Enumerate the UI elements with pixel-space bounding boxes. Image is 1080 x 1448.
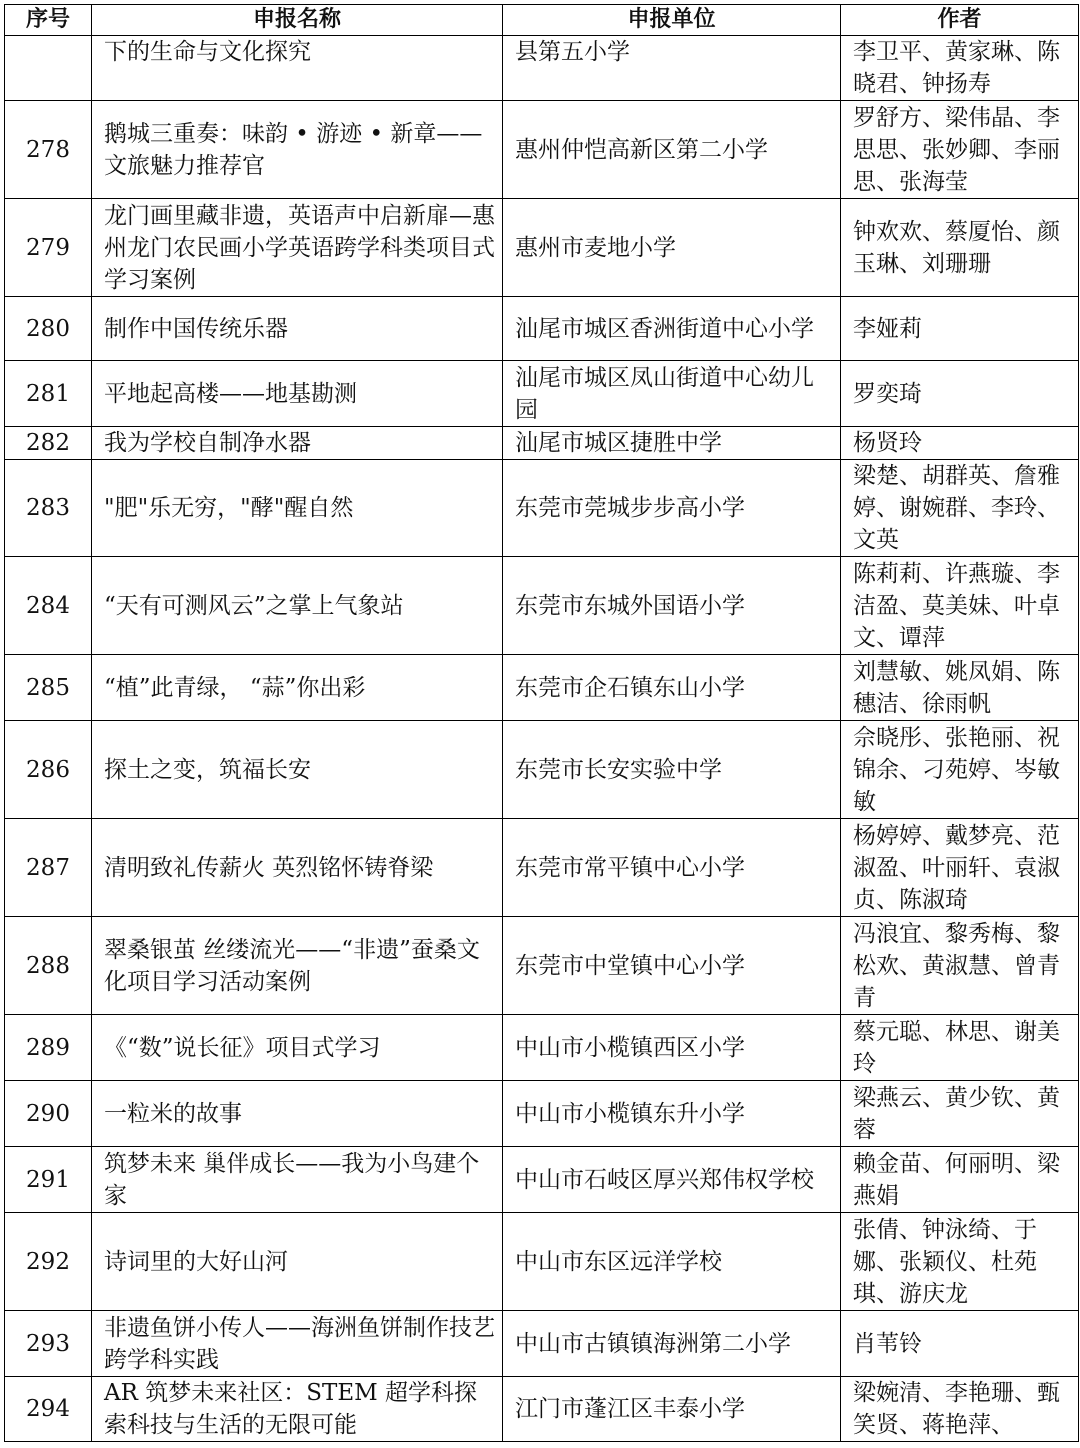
applicant-unit: 惠州仲恺高新区第二小学 — [503, 101, 841, 199]
project-name: 翠桑银茧 丝缕流光——“非遗”蚕桑文化项目学习活动案例 — [92, 917, 503, 1015]
authors: 钟欢欢、蔡厦怡、颜玉琳、刘珊珊 — [841, 199, 1079, 297]
project-name: “天有可测风云”之掌上气象站 — [92, 557, 503, 655]
table-row — [5, 1377, 1079, 1442]
header-row — [5, 5, 1079, 36]
authors: 佘晓彤、张艳丽、祝锦余、刁苑婷、岑敏敏 — [841, 721, 1079, 819]
authors: 杨贤玲 — [841, 427, 1079, 460]
authors: 罗舒方、梁伟晶、李思思、张妙卿、李丽思、张海莹 — [841, 101, 1079, 199]
row-number: 288 — [5, 917, 92, 1015]
project-name: 平地起高楼——地基勘测 — [92, 361, 503, 427]
row-number: 280 — [5, 297, 92, 361]
applicant-unit: 中山市古镇镇海洲第二小学 — [503, 1311, 841, 1377]
row-number: 287 — [5, 819, 92, 917]
authors: 李娅莉 — [841, 297, 1079, 361]
table-row — [5, 101, 1079, 199]
project-name: 筑梦未来 巢伴成长——我为小鸟建个家 — [92, 1147, 503, 1213]
award-list-table — [4, 4, 1079, 1442]
applicant-unit: 东莞市中堂镇中心小学 — [503, 917, 841, 1015]
table-row — [5, 1311, 1079, 1377]
authors: 赖金苗、何丽明、梁燕娟 — [841, 1147, 1079, 1213]
authors: 李卫平、黄家琳、陈晓君、钟扬寿 — [841, 36, 1079, 101]
table-row — [5, 917, 1079, 1015]
table-row — [5, 655, 1079, 721]
table-row — [5, 199, 1079, 297]
row-number: 293 — [5, 1311, 92, 1377]
row-number: 286 — [5, 721, 92, 819]
table-header — [5, 5, 1079, 36]
applicant-unit: 汕尾市城区捷胜中学 — [503, 427, 841, 460]
authors: 梁燕云、黄少钦、黄蓉 — [841, 1081, 1079, 1147]
table-body — [5, 36, 1079, 1442]
table-row — [5, 819, 1079, 917]
project-name: 鹅城三重奏：味韵 • 游迹 • 新章——文旅魅力推荐官 — [92, 101, 503, 199]
table-row — [5, 721, 1079, 819]
applicant-unit: 汕尾市城区香洲街道中心小学 — [503, 297, 841, 361]
authors: 杨婷婷、戴梦亮、范淑盈、叶丽轩、袁淑贞、陈淑琦 — [841, 819, 1079, 917]
project-name: 龙门画里藏非遗，英语声中启新扉—惠州龙门农民画小学英语跨学科类项目式学习案例 — [92, 199, 503, 297]
project-name: "肥"乐无穷，"酵"醒自然 — [92, 460, 503, 557]
authors: 张倩、钟泳绮、于娜、张颖仪、杜苑琪、游庆龙 — [841, 1213, 1079, 1311]
applicant-unit: 中山市东区远洋学校 — [503, 1213, 841, 1311]
row-number — [5, 36, 92, 101]
row-number: 290 — [5, 1081, 92, 1147]
applicant-unit: 东莞市莞城步步高小学 — [503, 460, 841, 557]
table-row — [5, 1081, 1079, 1147]
table-row — [5, 1213, 1079, 1311]
row-number: 289 — [5, 1015, 92, 1081]
authors: 罗奕琦 — [841, 361, 1079, 427]
applicant-unit: 中山市小榄镇东升小学 — [503, 1081, 841, 1147]
project-name: AR 筑梦未来社区：STEM 超学科探索科技与生活的无限可能 — [92, 1377, 503, 1442]
authors: 蔡元聪、林思、谢美玲 — [841, 1015, 1079, 1081]
authors: 刘慧敏、姚凤娟、陈穗洁、徐雨帆 — [841, 655, 1079, 721]
applicant-unit: 江门市蓬江区丰泰小学 — [503, 1377, 841, 1442]
applicant-unit: 东莞市长安实验中学 — [503, 721, 841, 819]
project-name: 一粒米的故事 — [92, 1081, 503, 1147]
table-row — [5, 557, 1079, 655]
row-number: 285 — [5, 655, 92, 721]
project-name: 非遗鱼饼小传人——海洲鱼饼制作技艺跨学科实践 — [92, 1311, 503, 1377]
header-number: 序号 — [5, 5, 92, 36]
authors: 梁楚、胡群英、詹雅婷、谢婉群、李玲、文英 — [841, 460, 1079, 557]
project-name: 制作中国传统乐器 — [92, 297, 503, 361]
header-applicant-unit: 申报单位 — [503, 5, 841, 36]
applicant-unit: 东莞市常平镇中心小学 — [503, 819, 841, 917]
project-name: 探土之变，筑福长安 — [92, 721, 503, 819]
row-number: 284 — [5, 557, 92, 655]
row-number: 283 — [5, 460, 92, 557]
row-number: 281 — [5, 361, 92, 427]
table-row — [5, 361, 1079, 427]
project-name: “植”此青绿， “蒜”你出彩 — [92, 655, 503, 721]
authors: 肖苇铃 — [841, 1311, 1079, 1377]
project-name: 我为学校自制净水器 — [92, 427, 503, 460]
authors: 梁婉清、李艳珊、甄笑贤、蒋艳萍、 — [841, 1377, 1079, 1442]
project-name: 《“数”说长征》项目式学习 — [92, 1015, 503, 1081]
applicant-unit: 东莞市企石镇东山小学 — [503, 655, 841, 721]
row-number: 292 — [5, 1213, 92, 1311]
table-row — [5, 460, 1079, 557]
applicant-unit: 惠州市麦地小学 — [503, 199, 841, 297]
applicant-unit: 中山市小榄镇西区小学 — [503, 1015, 841, 1081]
project-name: 清明致礼传薪火 英烈铭怀铸脊梁 — [92, 819, 503, 917]
table-row — [5, 1147, 1079, 1213]
applicant-unit: 中山市石岐区厚兴郑伟权学校 — [503, 1147, 841, 1213]
project-name: 下的生命与文化探究 — [92, 36, 503, 101]
row-number: 278 — [5, 101, 92, 199]
authors: 陈莉莉、许燕璇、李洁盈、莫美妹、叶卓文、谭萍 — [841, 557, 1079, 655]
row-number: 282 — [5, 427, 92, 460]
table-row — [5, 36, 1079, 101]
row-number: 279 — [5, 199, 92, 297]
table-row — [5, 427, 1079, 460]
project-name: 诗词里的大好山河 — [92, 1213, 503, 1311]
applicant-unit: 东莞市东城外国语小学 — [503, 557, 841, 655]
applicant-unit: 县第五小学 — [503, 36, 841, 101]
header-authors: 作者 — [841, 5, 1079, 36]
table-row — [5, 297, 1079, 361]
row-number: 294 — [5, 1377, 92, 1442]
applicant-unit: 汕尾市城区凤山街道中心幼儿园 — [503, 361, 841, 427]
authors: 冯浪宜、黎秀梅、黎松欢、黄淑慧、曾青青 — [841, 917, 1079, 1015]
header-project-name: 申报名称 — [92, 5, 503, 36]
row-number: 291 — [5, 1147, 92, 1213]
table-row — [5, 1015, 1079, 1081]
